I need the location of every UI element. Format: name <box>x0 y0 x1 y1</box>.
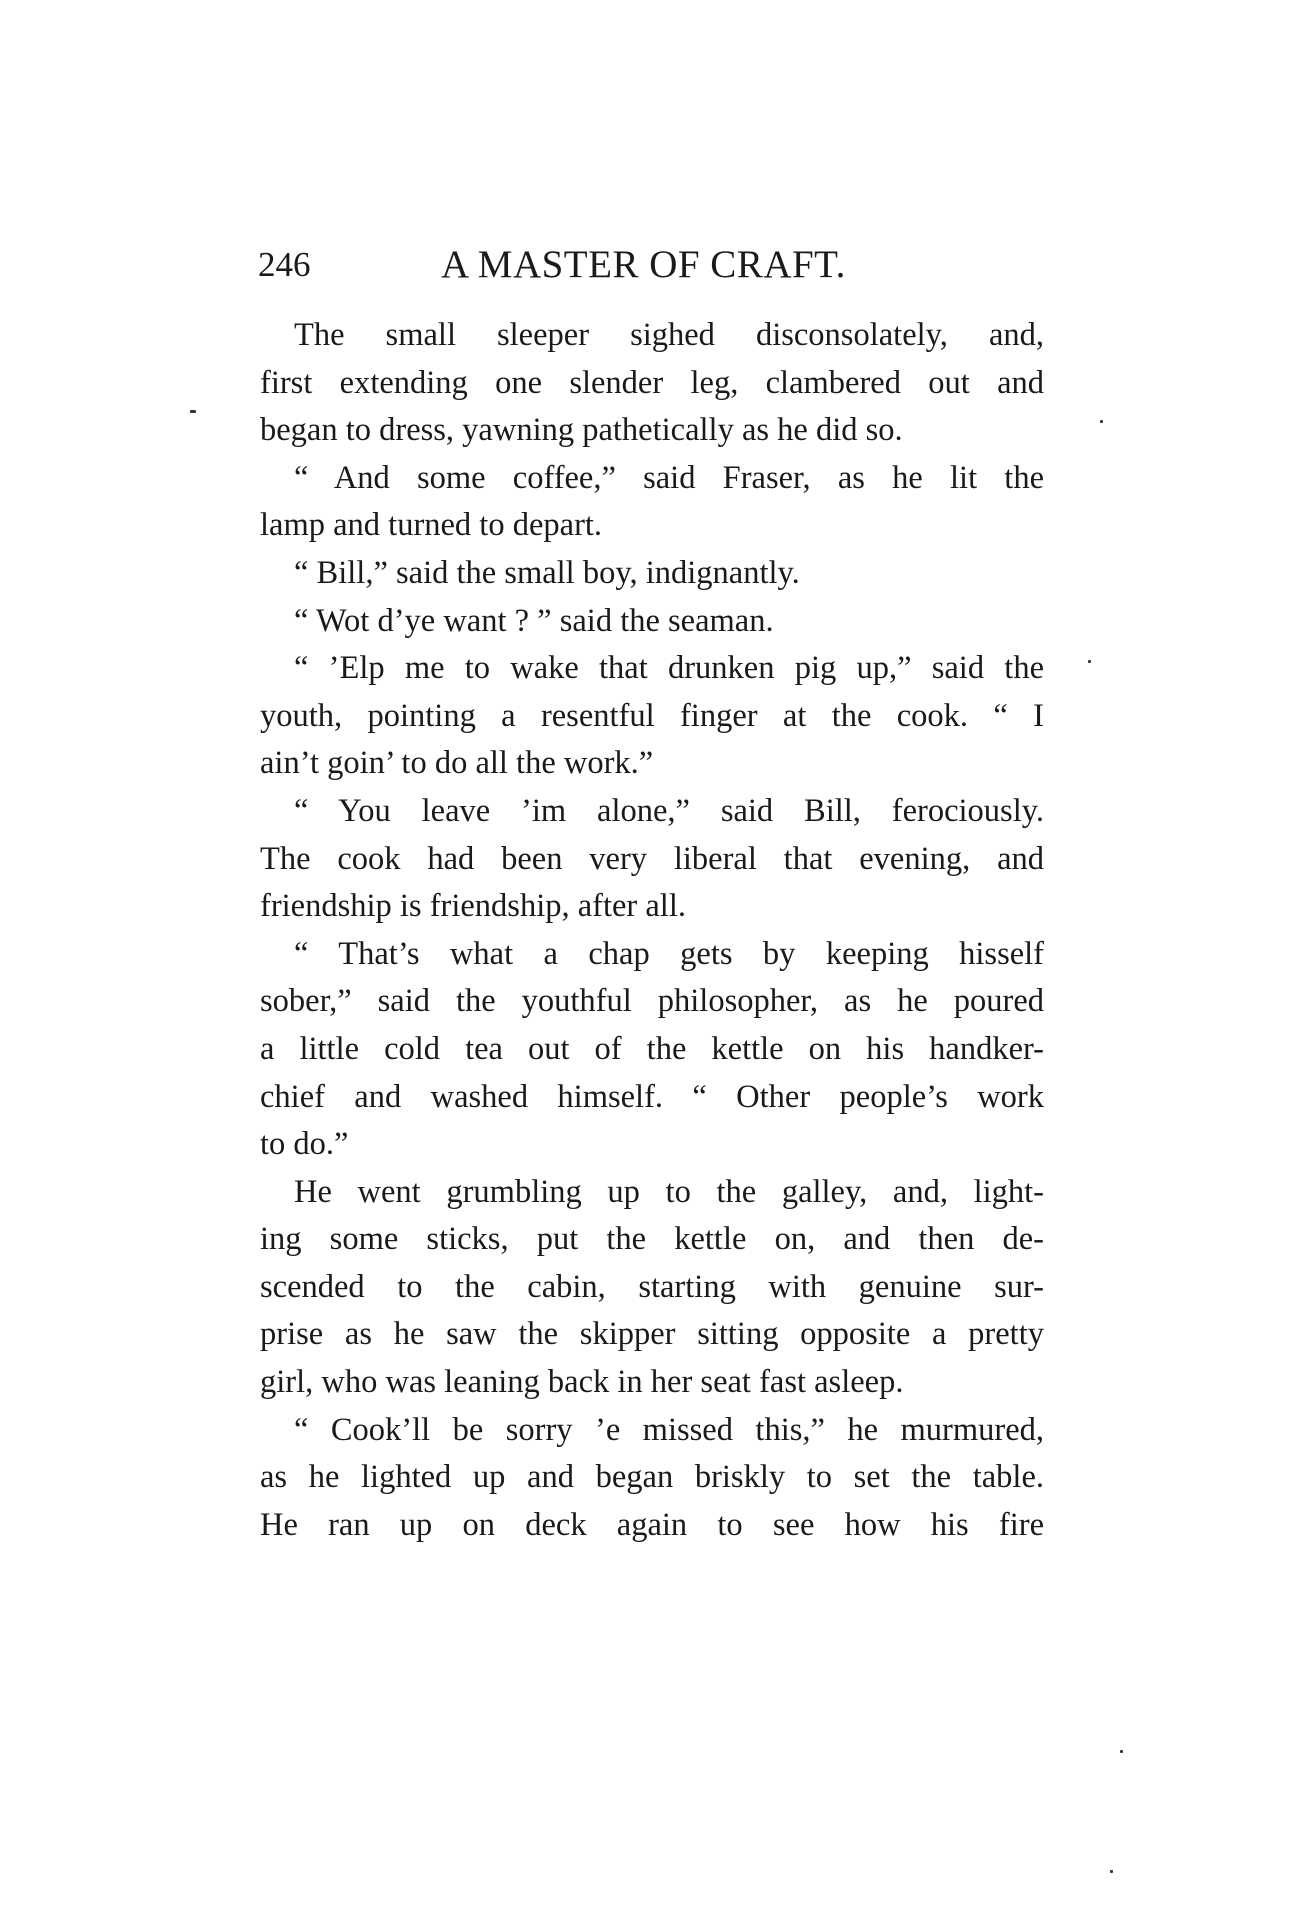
text-line: He ran up on deck again to see how his fire <box>260 1506 1044 1543</box>
scan-speck <box>1100 420 1103 423</box>
text-line: “ Bill,” said the small boy, indignantly. <box>294 554 800 591</box>
text-line: “ ’Elp me to wake that drunken pig up,” said the <box>294 650 1044 687</box>
text-line: He went grumbling up to the galley, and, light- <box>294 1173 1044 1210</box>
text-line: chief and washed himself. “ Other people’s work <box>260 1078 1044 1115</box>
text-line: “ Cook’ll be sorry ’e missed this,” he murmured, <box>294 1411 1044 1448</box>
text-line: “ That’s what a chap gets by keeping hisself <box>294 935 1044 972</box>
text-line: first extending one slender leg, clambered out and <box>260 364 1044 401</box>
text-line: girl, who was leaning back in her seat fast asleep. <box>260 1364 904 1401</box>
text-line: ain’t goin’ to do all the work.” <box>260 745 654 782</box>
scan-speck <box>190 410 196 413</box>
text-line: ing some sticks, put the kettle on, and then de- <box>260 1221 1044 1258</box>
text-line: The cook had been very liberal that evening, and <box>260 840 1044 877</box>
text-line: friendship is friendship, after all. <box>260 888 686 925</box>
body-text <box>260 312 1044 1549</box>
text-line: sober,” said the youthful philosopher, as he poured <box>260 983 1044 1020</box>
text-line: lamp and turned to depart. <box>260 507 603 544</box>
text-line: a little cold tea out of the kettle on his handker- <box>260 1030 1044 1067</box>
text-line: “ Wot d’ye want ? ” said the seaman. <box>294 602 774 639</box>
text-line: began to dress, yawning pathetically as he did so. <box>260 412 903 449</box>
scan-speck <box>1110 1870 1113 1873</box>
text-line: The small sleeper sighed disconsolately, and, <box>294 317 1044 353</box>
text-line: youth, pointing a resentful finger at the cook. “ I <box>260 697 1044 734</box>
running-title: A MASTER OF CRAFT. <box>441 243 846 286</box>
text-line: “ You leave ’im alone,” said Bill, ferociously. <box>294 792 1044 829</box>
text-line: as he lighted up and began briskly to set the table. <box>260 1459 1044 1496</box>
running-head <box>258 240 1058 290</box>
scan-speck <box>1120 1750 1123 1753</box>
scan-speck <box>1088 660 1091 663</box>
page-number: 246 <box>258 245 311 284</box>
text-line: prise as he saw the skipper sitting opposite a pretty <box>260 1316 1044 1353</box>
text-line: scended to the cabin, starting with genuine sur- <box>260 1268 1044 1305</box>
text-line: to do.” <box>260 1126 349 1163</box>
text-line: “ And some coffee,” said Fraser, as he lit the <box>294 459 1044 496</box>
